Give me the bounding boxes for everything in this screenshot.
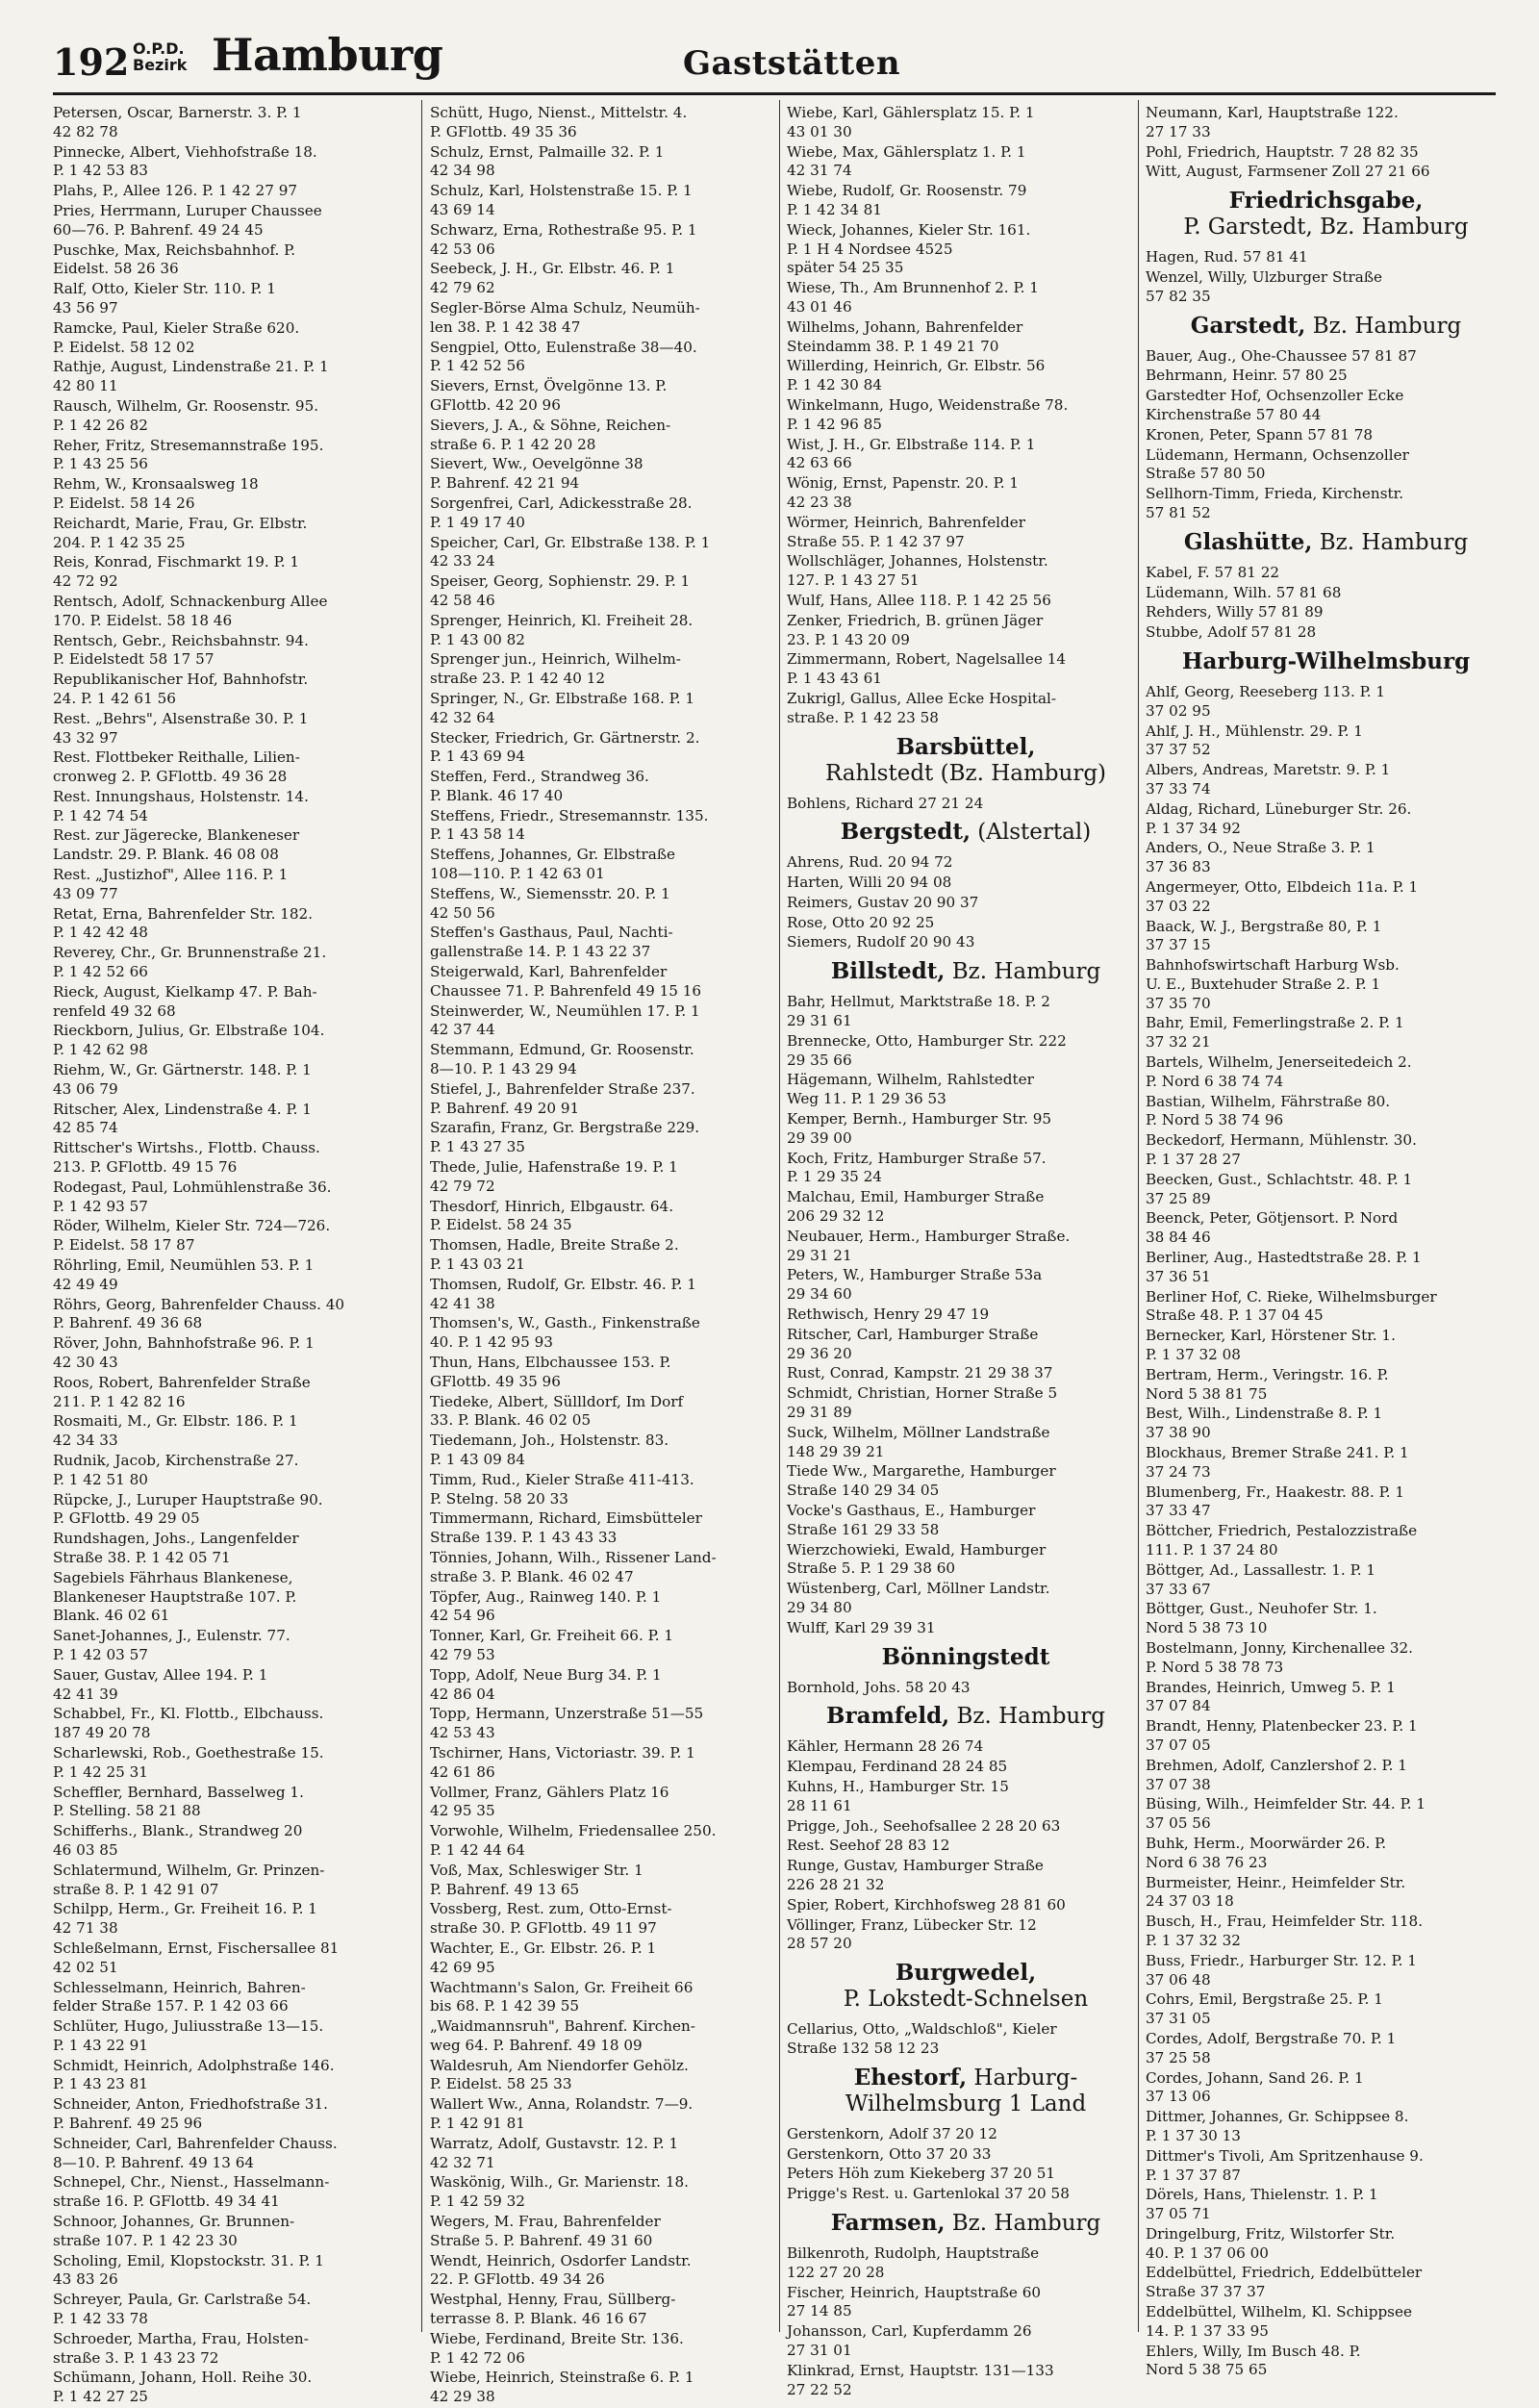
directory-entry: Schulz, Karl, Holstenstraße 15. P. 1 43 69 14 — [430, 182, 693, 218]
directory-entry: Schleßelmann, Ernst, Fischersallee 81 42 02 51 — [53, 1939, 340, 1976]
directory-entry: Vollmer, Franz, Gählers Platz 16 42 95 35 — [430, 1783, 669, 1820]
directory-entry: Ritscher, Carl, Hamburger Straße 29 36 20 — [787, 1325, 1039, 1362]
directory-entry: Rittscher's Wirtshs., Flottb. Chauss. 213. P. GFlottb. 49 15 76 — [53, 1139, 320, 1177]
locality-district: Bz. Hamburg — [1305, 313, 1462, 339]
city-title: Hamburg — [212, 29, 443, 81]
directory-entry: Wiebe, Rudolf, Gr. Roosenstr. 79 P. 1 42 34 81 — [787, 182, 1027, 218]
directory-entry: Steffens, W., Siemensstr. 20. P. 1 42 50 56 — [430, 884, 670, 922]
directory-entry: Schilpp, Herm., Gr. Freiheit 16. P. 1 42 71 38 — [53, 1900, 317, 1938]
column-3 — [787, 104, 1145, 2400]
directory-entry: Klinkrad, Ernst, Hauptstr. 131—133 27 22 52 — [787, 2361, 1054, 2398]
directory-entry: Malchau, Emil, Hamburger Straße 206 29 32 12 — [787, 1188, 1045, 1226]
locality-name: Bergstedt, — [840, 819, 971, 846]
locality-heading — [1146, 648, 1506, 675]
directory-entry: Sievers, J. A., & Söhne, Reichen- straße 6. P. 1 42 20 28 — [430, 416, 671, 453]
directory-entry: Schlüter, Hugo, Juliusstraße 13—15. P. 1 43 22 91 — [53, 2017, 324, 2054]
directory-entry: Blockhaus, Bremer Straße 241. P. 1 37 24 73 — [1146, 1444, 1409, 1481]
directory-entry: Wieck, Johannes, Kieler Str. 161. P. 1 H 4 Nordsee 4525 später 54 25 35 — [787, 220, 1031, 277]
directory-entry: Sorgenfrei, Carl, Adickesstraße 28. P. 1 49 17 40 — [430, 494, 693, 531]
directory-entry: Beenck, Peter, Götjensort. P. Nord 38 84 46 — [1146, 1209, 1399, 1247]
directory-entry: Bernecker, Karl, Hörstener Str. 1. P. 1 37 32 08 — [1146, 1327, 1396, 1364]
column-1 — [53, 104, 411, 2408]
locality-name: Billstedt, — [830, 958, 946, 985]
locality-heading — [1146, 313, 1506, 340]
directory-entry: Schnepel, Chr., Nienst., Hasselmann- straße 16. P. GFlottb. 49 34 41 — [53, 2173, 330, 2211]
locality-heading — [787, 1703, 1145, 1730]
directory-entry: Tönnies, Johann, Wilh., Rissener Land- straße 3. P. Blank. 46 02 47 — [430, 1548, 717, 1585]
directory-entry: Neumann, Karl, Hauptstraße 122. 27 17 33 — [1146, 104, 1399, 140]
directory-entry: Steffen's Gasthaus, Paul, Nachti- gallenstraße 14. P. 1 43 22 37 — [430, 924, 673, 961]
bezirk-label: Bezirk — [133, 56, 188, 74]
directory-entry: Schneider, Carl, Bahrenfelder Chauss. 8—10. P. Bahrenf. 49 13 64 — [53, 2134, 338, 2171]
directory-entry: Steigerwald, Karl, Bahrenfelder Chaussee 71. P. Bahrenfeld 49 15 16 — [430, 963, 702, 1000]
directory-entry: Töpfer, Aug., Rainweg 140. P. 1 42 54 96 — [430, 1587, 662, 1625]
directory-entry: Völlinger, Franz, Lübecker Str. 12 28 57 20 — [787, 1915, 1037, 1953]
directory-entry: Seebeck, J. H., Gr. Elbstr. 46. P. 1 42 79 62 — [430, 260, 675, 297]
directory-entry: Rest. „Justizhof", Allee 116. P. 1 43 09 77 — [53, 866, 289, 902]
directory-entry: Wulff, Karl 29 39 31 — [787, 1618, 936, 1636]
directory-entry: Voß, Max, Schleswiger Str. 1 P. Bahrenf. 49 13 65 — [430, 1861, 643, 1898]
directory-entry: Harten, Willi 20 94 08 — [787, 874, 952, 892]
directory-entry: „Waidmannsruh", Bahrenf. Kirchen- weg 64. P. Bahrenf. 49 18 09 — [430, 2017, 695, 2054]
directory-entry: Rentsch, Gebr., Reichsbahnstr. 94. P. Eidelstedt 58 17 57 — [53, 631, 309, 669]
directory-entry: Burmeister, Heinr., Heimfelder Str. 24 37 03 18 — [1146, 1873, 1406, 1911]
directory-entry: Thomsen's, W., Gasth., Finkenstraße 40. P. 1 42 95 93 — [430, 1314, 700, 1352]
directory-entry: Tiedemann, Joh., Holstenstr. 83. P. 1 43 09 84 — [430, 1432, 669, 1468]
locality-name: Harburg-Wilhelmsburg — [1181, 647, 1471, 674]
directory-entry: Speicher, Carl, Gr. Elbstraße 138. P. 1 42 33 24 — [430, 533, 711, 570]
directory-entry: Thun, Hans, Elbchaussee 153. P. GFlottb. 49 35 96 — [430, 1354, 671, 1390]
directory-entry: Wachter, E., Gr. Elbstr. 26. P. 1 42 69 95 — [430, 1939, 657, 1976]
directory-entry: Wiese, Th., Am Brunnenhof 2. P. 1 43 01 46 — [787, 279, 1039, 316]
directory-entry: Bastian, Wilhelm, Fährstraße 80. P. Nord 5 38 74 96 — [1146, 1092, 1391, 1129]
locality-name: Burgwedel, — [895, 1960, 1037, 1987]
directory-entry: Johansson, Carl, Kupferdamm 26 27 31 01 — [787, 2322, 1032, 2359]
directory-entry: Ahrens, Rud. 20 94 72 — [787, 853, 953, 872]
directory-entry: Albers, Andreas, Maretstr. 9. P. 1 37 33 74 — [1146, 761, 1391, 798]
directory-entry: Rüpcke, J., Luruper Hauptstraße 90. P. GFlottb. 49 29 05 — [53, 1490, 323, 1528]
directory-entry: Sauer, Gustav, Allee 194. P. 1 42 41 39 — [53, 1665, 268, 1703]
directory-entry: Sprenger, Heinrich, Kl. Freiheit 28. P. 1 43 00 82 — [430, 611, 694, 648]
directory-entry: Roos, Robert, Bahrenfelder Straße 211. P. 1 42 82 16 — [53, 1373, 311, 1410]
directory-entry: Schümann, Johann, Holl. Reihe 30. P. 1 42 27 25 — [53, 2369, 313, 2406]
directory-entry: Wierzchowieki, Ewald, Hamburger Straße 5. P. 1 29 38 60 — [787, 1540, 1047, 1578]
locality-district: (Alstertal) — [971, 820, 1092, 846]
locality-district: Bz. Hamburg — [945, 959, 1101, 985]
directory-entry: Scheffler, Bernhard, Basselweg 1. P. Stelling. 58 21 88 — [53, 1783, 304, 1820]
directory-entry: Busch, H., Frau, Heimfelder Str. 118. P. 1 37 32 32 — [1146, 1913, 1424, 1949]
directory-entry: Bohlens, Richard 27 21 24 — [787, 794, 984, 812]
directory-entry: Thomsen, Hadle, Breite Straße 2. P. 1 43 03 21 — [430, 1236, 679, 1274]
directory-entry: Hägemann, Wilhelm, Rahlstedter Weg 11. P. 1 29 36 53 — [787, 1071, 1034, 1108]
locality-district: Bz. Hamburg — [949, 1704, 1105, 1730]
directory-entry: Pries, Herrmann, Luruper Chaussee 60—76. P. Bahrenf. 49 24 45 — [53, 201, 322, 239]
directory-entry: Lüdemann, Hermann, Ochsenzoller Straße 57 80 50 — [1146, 445, 1409, 483]
directory-entry: Schulz, Ernst, Palmaille 32. P. 1 42 34 98 — [430, 142, 665, 180]
locality-name: Garstedt, — [1190, 312, 1306, 339]
directory-entry: Schabbel, Fr., Kl. Flottb., Elbchauss. 187 49 20 78 — [53, 1705, 324, 1742]
locality-heading — [787, 958, 1145, 985]
directory-entry: Klempau, Ferdinand 28 24 85 — [787, 1758, 1008, 1776]
directory-entry: Kuhns, H., Hamburger Str. 15 28 11 61 — [787, 1777, 1009, 1814]
directory-entry: Rieckborn, Julius, Gr. Elbstraße 104. P. 1 42 62 98 — [53, 1022, 325, 1059]
directory-entry: Willerding, Heinrich, Gr. Elbstr. 56 P. 1 42 30 84 — [787, 357, 1046, 394]
locality-district: P. Lokstedt-Schnelsen — [843, 1987, 1089, 2013]
directory-entry: Sanet-Johannes, J., Eulenstr. 77. P. 1 42 03 57 — [53, 1627, 290, 1663]
directory-entry: Rathje, August, Lindenstraße 21. P. 1 42 80 11 — [53, 358, 329, 395]
locality-district: Bz. Hamburg — [1312, 529, 1469, 555]
directory-entry: Rust, Conrad, Kampstr. 21 29 38 37 — [787, 1364, 1053, 1382]
directory-entry: Wönig, Ernst, Papenstr. 20. P. 1 42 23 38 — [787, 474, 1020, 511]
directory-entry: Wörmer, Heinrich, Bahrenfelder Straße 55. P. 1 42 37 97 — [787, 513, 1026, 550]
directory-entry: Röhrs, Georg, Bahrenfelder Chauss. 40 P. Bahrenf. 49 36 68 — [53, 1295, 345, 1332]
directory-entry: Rethwisch, Henry 29 47 19 — [787, 1305, 990, 1324]
locality-heading — [787, 734, 1145, 787]
directory-entry: Scholing, Emil, Klopstockstr. 31. P. 1 43 83 26 — [53, 2251, 324, 2289]
locality-heading — [787, 1644, 1145, 1671]
directory-entry: Aldag, Richard, Lüneburger Str. 26. P. 1 37 34 92 — [1146, 799, 1412, 837]
directory-entry: Beckedorf, Hermann, Mühlenstr. 30. P. 1 37 28 27 — [1146, 1131, 1417, 1169]
directory-entry: Bertram, Herm., Veringstr. 16. P. Nord 5 38 81 75 — [1146, 1365, 1389, 1403]
directory-entry: Dittmer's Tivoli, Am Spritzenhause 9. P. 1 37 37 87 — [1146, 2146, 1424, 2184]
directory-entry: Neubauer, Herm., Hamburger Straße. 29 31 21 — [787, 1227, 1071, 1264]
directory-entry: Ehlers, Willy, Im Busch 48. P. Nord 5 38 75 65 — [1146, 2342, 1361, 2379]
directory-entry: Vossberg, Rest. zum, Otto-Ernst- straße 30. P. GFlottb. 49 11 97 — [430, 1900, 672, 1938]
directory-entry: Rest. Flottbeker Reithalle, Lilien- cronweg 2. P. GFlottb. 49 36 28 — [53, 748, 300, 786]
directory-entry: Schnoor, Johannes, Gr. Brunnen- straße 107. P. 1 42 23 30 — [53, 2213, 295, 2249]
directory-entry: Schreyer, Paula, Gr. Carlstraße 54. P. 1 42 33 78 — [53, 2291, 312, 2328]
directory-entry: Angermeyer, Otto, Elbdeich 11a. P. 1 37 03 22 — [1146, 877, 1419, 915]
page-header — [53, 27, 1496, 96]
directory-entry: Blumenberg, Fr., Haakestr. 88. P. 1 37 33 47 — [1146, 1483, 1405, 1520]
directory-entry: Sengpiel, Otto, Eulenstraße 38—40. P. 1 42 52 56 — [430, 338, 697, 375]
directory-entry: Vocke's Gasthaus, E., Hamburger Straße 161 29 33 58 — [787, 1502, 1036, 1538]
directory-entry: Scharlewski, Rob., Goethestraße 15. P. 1 42 25 31 — [53, 1743, 324, 1781]
directory-entry: Rest. Innungshaus, Holstenstr. 14. P. 1 42 74 54 — [53, 787, 309, 824]
directory-entry: Puschke, Max, Reichsbahnhof. P. Eidelst. 58 26 36 — [53, 241, 296, 278]
directory-entry: Sievert, Ww., Oevelgönne 38 P. Bahrenf. 42 21 94 — [430, 455, 643, 493]
directory-entry: Bornhold, Johs. 58 20 43 — [787, 1678, 971, 1696]
directory-entry: Ramcke, Paul, Kieler Straße 620. P. Eidelst. 58 12 02 — [53, 318, 300, 356]
directory-entry: Republikanischer Hof, Bahnhofstr. 24. P. 1 42 61 56 — [53, 671, 309, 707]
directory-entry: Brandt, Henny, Platenbecker 23. P. 1 37 07 05 — [1146, 1717, 1418, 1754]
directory-entry: Behrmann, Heinr. 57 80 25 — [1146, 367, 1348, 385]
directory-entry: Peters, W., Hamburger Straße 53a 29 34 60 — [787, 1266, 1043, 1304]
directory-entry: Wiebe, Heinrich, Steinstraße 6. P. 1 42 29 38 — [430, 2369, 694, 2406]
directory-entry: Fischer, Heinrich, Hauptstraße 60 27 14 85 — [787, 2283, 1042, 2320]
locality-district: Bz. Hamburg — [945, 2210, 1101, 2236]
directory-entry: Bahr, Emil, Femerlingstraße 2. P. 1 37 32 21 — [1146, 1014, 1404, 1052]
directory-entry: Eddelbüttel, Friedrich, Eddelbütteler Straße 37 37 37 — [1146, 2264, 1423, 2301]
directory-entry: Rudnik, Jacob, Kirchenstraße 27. P. 1 42 51 80 — [53, 1451, 299, 1488]
directory-entry: Schmidt, Christian, Horner Straße 5 29 31 89 — [787, 1384, 1058, 1422]
directory-entry: Wilhelms, Johann, Bahrenfelder Steindamm 38. P. 1 49 21 70 — [787, 317, 1023, 355]
directory-entry: Wulf, Hans, Allee 118. P. 1 42 25 56 — [787, 591, 1051, 609]
locality-name: Bönningstedt — [881, 1643, 1050, 1670]
directory-entry: Zukrigl, Gallus, Allee Ecke Hospital- straße. P. 1 42 23 58 — [787, 689, 1057, 726]
directory-entry: Hagen, Rud. 57 81 41 — [1146, 248, 1308, 266]
directory-entry: Gerstenkorn, Adolf 37 20 12 — [787, 2124, 997, 2142]
directory-entry: Röver, John, Bahnhofstraße 96. P. 1 42 30 43 — [53, 1334, 315, 1371]
directory-entry: Thesdorf, Hinrich, Elbgaustr. 64. P. Eidelst. 58 24 35 — [430, 1197, 674, 1234]
directory-entry: Cordes, Johann, Sand 26. P. 1 37 13 06 — [1146, 2068, 1364, 2106]
column-2 — [430, 104, 788, 2408]
directory-entry: Plahs, P., Allee 126. P. 1 42 27 97 — [53, 182, 298, 200]
directory-entry: Rest. „Behrs", Alsenstraße 30. P. 1 43 32 97 — [53, 709, 309, 747]
directory-entry: Eddelbüttel, Wilhelm, Kl. Schippsee 14. P. 1 37 33 95 — [1146, 2303, 1412, 2340]
opd-label: O.P.D. — [133, 39, 185, 58]
directory-entry: Bahnhofswirtschaft Harburg Wsb. U. E., Buxtehuder Straße 2. P. 1 37 35 70 — [1146, 956, 1400, 1012]
directory-entry: Timmermann, Richard, Eimsbütteler Straße 139. P. 1 43 43 33 — [430, 1509, 702, 1547]
directory-entry: Wiebe, Ferdinand, Breite Str. 136. P. 1 42 72 06 — [430, 2329, 684, 2367]
directory-entry: Sprenger jun., Heinrich, Wilhelm- straße 23. P. 1 42 40 12 — [430, 650, 681, 688]
directory-entry: Witt, August, Farmsener Zoll 27 21 66 — [1146, 163, 1430, 181]
directory-entry: Gerstenkorn, Otto 37 20 33 — [787, 2144, 992, 2163]
directory-entry: Reichardt, Marie, Frau, Gr. Elbstr. 204. P. 1 42 35 25 — [53, 514, 308, 551]
directory-entry: Böttcher, Friedrich, Pestalozzistraße 111. P. 1 37 24 80 — [1146, 1522, 1418, 1559]
directory-entry: Schmidt, Heinrich, Adolphstraße 146. P. 1 43 23 81 — [53, 2056, 335, 2093]
locality-name: Bramfeld, — [826, 1703, 950, 1730]
directory-entry: Spier, Robert, Kirchhofsweg 28 81 60 — [787, 1895, 1066, 1914]
directory-entry: Rehm, W., Kronsaalsweg 18 P. Eidelst. 58 14 26 — [53, 475, 259, 512]
directory-entry: Dörels, Hans, Thielenstr. 1. P. 1 37 05 71 — [1146, 2186, 1378, 2223]
directory-entry: Wendt, Heinrich, Osdorfer Landstr. 22. P. GFlottb. 49 34 26 — [430, 2251, 692, 2289]
directory-entry: Tschirner, Hans, Victoriastr. 39. P. 1 42 61 86 — [430, 1743, 695, 1781]
directory-entry: Wist, J. H., Gr. Elbstraße 114. P. 1 42 63 66 — [787, 435, 1036, 472]
directory-entry: Garstedter Hof, Ochsenzoller Ecke Kirchenstraße 57 80 44 — [1146, 387, 1404, 423]
locality-name: Farmsen, — [830, 2209, 946, 2236]
directory-entry: Dittmer, Johannes, Gr. Schippsee 8. P. 1 37 30 13 — [1146, 2108, 1409, 2144]
directory-entry: Kronen, Peter, Spann 57 81 78 — [1146, 425, 1374, 444]
directory-entry: Schütt, Hugo, Nienst., Mittelstr. 4. P. GFlottb. 49 35 36 — [430, 104, 688, 140]
directory-entry: Buss, Friedr., Harburger Str. 12. P. 1 37 06 48 — [1146, 1951, 1417, 1989]
directory-entry: Baack, W. J., Bergstraße 80, P. 1 37 37 15 — [1146, 917, 1382, 954]
directory-entry: Sievers, Ernst, Övelgönne 13. P. GFlottb. 42 20 96 — [430, 377, 668, 414]
directory-entry: Steffens, Friedr., Stresemannstr. 135. P. 1 43 58 14 — [430, 806, 709, 844]
directory-entry: Brennecke, Otto, Hamburger Str. 222 29 35 66 — [787, 1031, 1067, 1069]
directory-entry: Rodegast, Paul, Lohmühlenstraße 36. P. 1 42 93 57 — [53, 1178, 332, 1215]
locality-district: Rahlstedt (Bz. Hamburg) — [824, 760, 1107, 786]
directory-entry: Röder, Wilhelm, Kieler Str. 724—726. P. Eidelst. 58 17 87 — [53, 1217, 331, 1255]
directory-entry: Topp, Adolf, Neue Burg 34. P. 1 42 86 04 — [430, 1665, 662, 1703]
directory-entry: Tonner, Karl, Gr. Freiheit 66. P. 1 42 79 53 — [430, 1627, 674, 1663]
directory-entry: Rosmaiti, M., Gr. Elbstr. 186. P. 1 42 34 33 — [53, 1412, 298, 1450]
locality-heading — [1146, 188, 1506, 241]
directory-entry: Rest. Seehof 28 83 12 — [787, 1837, 950, 1855]
directory-entry: Reimers, Gustav 20 90 37 — [787, 893, 979, 911]
section-title: Gaststätten — [683, 44, 901, 83]
directory-entry: Wollschläger, Johannes, Holstenstr. 127. P. 1 43 27 51 — [787, 552, 1048, 590]
directory-entry: Kähler, Hermann 28 26 74 — [787, 1737, 984, 1756]
postal-district-label — [133, 40, 187, 73]
directory-entry: Reis, Konrad, Fischmarkt 19. P. 1 42 72 92 — [53, 553, 300, 591]
directory-entry: Springer, N., Gr. Elbstraße 168. P. 1 42 32 64 — [430, 689, 695, 726]
directory-entry: Segler-Börse Alma Schulz, Neumüh- len 38. P. 1 42 38 47 — [430, 298, 700, 336]
directory-entry: Schifferhs., Blank., Strandweg 20 46 03 85 — [53, 1822, 303, 1859]
directory-entry: Röhrling, Emil, Neumühlen 53. P. 1 42 49 49 — [53, 1256, 315, 1293]
directory-entry: Anders, O., Neue Straße 3. P. 1 37 36 83 — [1146, 839, 1375, 876]
directory-entry: Wegers, M. Frau, Bahrenfelder Straße 5. P. Bahrenf. 49 31 60 — [430, 2213, 661, 2249]
directory-entry: Wüstenberg, Carl, Möllner Landstr. 29 34 80 — [787, 1580, 1050, 1616]
directory-entry: Tiede Ww., Margarethe, Hamburger Straße 140 29 34 05 — [787, 1462, 1056, 1500]
directory-entry: Buhk, Herm., Moorwärder 26. P. Nord 6 38 76 23 — [1146, 1834, 1387, 1871]
directory-entry: Bostelmann, Jonny, Kirchenallee 32. P. Nord 5 38 78 73 — [1146, 1638, 1413, 1676]
directory-entry: Topp, Hermann, Unzerstraße 51—55 42 53 43 — [430, 1705, 704, 1742]
column-4 — [1146, 104, 1506, 2381]
directory-entry: Brandes, Heinrich, Umweg 5. P. 1 37 07 84 — [1146, 1678, 1396, 1715]
directory-entry: Szarafin, Franz, Gr. Bergstraße 229. P. 1 43 27 35 — [430, 1119, 700, 1156]
header-rule — [53, 92, 1496, 95]
column-divider — [421, 100, 422, 2332]
directory-entry: Schlesselmann, Heinrich, Bahren- felder Straße 157. P. 1 42 03 66 — [53, 1978, 306, 2015]
directory-entry: Bilkenroth, Rudolph, Hauptstraße 122 27 20 28 — [787, 2243, 1040, 2281]
directory-entry: Retat, Erna, Bahrenfelder Str. 182. P. 1 42 42 48 — [53, 904, 314, 942]
directory-entry: Ritscher, Alex, Lindenstraße 4. P. 1 42 85 74 — [53, 1100, 312, 1137]
directory-entry: Winkelmann, Hugo, Weidenstraße 78. P. 1 42 96 85 — [787, 395, 1069, 433]
locality-heading — [787, 2065, 1145, 2117]
directory-entry: Cellarius, Otto, „Waldschloß", Kieler Straße 132 58 12 23 — [787, 2020, 1057, 2057]
directory-entry: Bauer, Aug., Ohe-Chaussee 57 81 87 — [1146, 346, 1417, 365]
directory-entry: Pohl, Friedrich, Hauptstr. 7 28 82 35 — [1146, 142, 1419, 161]
directory-entry: Dringelburg, Fritz, Wilstorfer Str. 40. P. 1 37 06 00 — [1146, 2224, 1396, 2262]
directory-entry: Schneider, Anton, Friedhofstraße 31. P. Bahrenf. 49 25 96 — [53, 2095, 328, 2133]
directory-entry: Prigge, Joh., Seehofsallee 2 28 20 63 — [787, 1816, 1061, 1835]
directory-entry: Beecken, Gust., Schlachtstr. 48. P. 1 37 25 89 — [1146, 1170, 1413, 1207]
directory-entry: Koch, Fritz, Hamburger Straße 57. P. 1 29 35 24 — [787, 1149, 1047, 1186]
directory-entry: Suck, Wilhelm, Möllner Landstraße 148 29 39 21 — [787, 1423, 1050, 1460]
directory-entry: Stiefel, J., Bahrenfelder Straße 237. P. Bahrenf. 49 20 91 — [430, 1079, 695, 1117]
directory-entry: Ahlf, J. H., Mühlenstr. 29. P. 1 37 37 52 — [1146, 722, 1363, 759]
directory-entry: Runge, Gustav, Hamburger Straße 226 28 21 32 — [787, 1857, 1044, 1893]
locality-district: Harburg- Wilhelmsburg 1 Land — [845, 2065, 1087, 2117]
directory-entry: Bartels, Wilhelm, Jenerseitedeich 2. P. Nord 6 38 74 74 — [1146, 1053, 1412, 1090]
directory-entry: Thede, Julie, Hafenstraße 19. P. 1 42 79 72 — [430, 1158, 678, 1195]
directory-entry: Wenzel, Willy, Ulzburger Straße 57 82 35 — [1146, 267, 1382, 305]
directory-entry: Tiedeke, Albert, Süllldorf, Im Dorf 33. P. Blank. 46 02 05 — [430, 1392, 684, 1430]
locality-heading — [787, 819, 1145, 846]
locality-heading — [1146, 529, 1506, 556]
directory-entry: Cordes, Adolf, Bergstraße 70. P. 1 37 25 58 — [1146, 2029, 1397, 2066]
directory-entry: Steffen, Ferd., Strandweg 36. P. Blank. 46 17 40 — [430, 768, 649, 804]
directory-entry: Waldesruh, Am Niendorfer Gehölz. P. Eidelst. 58 25 33 — [430, 2056, 689, 2093]
directory-entry: Westphal, Henny, Frau, Süllberg- terrasse 8. P. Blank. 46 16 67 — [430, 2291, 676, 2328]
directory-entry: Rest. zur Jägerecke, Blankeneser Landstr. 29. P. Blank. 46 08 08 — [53, 826, 300, 864]
directory-entry: Ahlf, Georg, Reeseberg 113. P. 1 37 02 95 — [1146, 682, 1386, 720]
directory-entry: Berliner, Aug., Hastedtstraße 28. P. 1 37 36 51 — [1146, 1249, 1422, 1285]
directory-entry: Siemers, Rudolf 20 90 43 — [787, 933, 975, 951]
directory-entry: Schroeder, Martha, Frau, Holsten- straße 3. P. 1 43 23 72 — [53, 2329, 309, 2367]
directory-entry: Rehders, Willy 57 81 89 — [1146, 603, 1324, 621]
directory-entry: Wachtmann's Salon, Gr. Freiheit 66 bis 68. P. 1 42 39 55 — [430, 1978, 694, 2015]
directory-entry: Vorwohle, Wilhelm, Friedensallee 250. P. 1 42 44 64 — [430, 1822, 717, 1859]
directory-entry: Steinwerder, W., Neumühlen 17. P. 1 42 37 44 — [430, 1001, 700, 1039]
page-number: 192 — [53, 40, 130, 84]
directory-entry: Zimmermann, Robert, Nagelsallee 14 P. 1 43 43 61 — [787, 650, 1067, 688]
directory-entry: Büsing, Wilh., Heimfelder Str. 44. P. 1 37 05 56 — [1146, 1795, 1426, 1833]
locality-name: Friedrichsgabe, — [1228, 188, 1424, 215]
directory-entry: Schlatermund, Wilhelm, Gr. Prinzen- straße 8. P. 1 42 91 07 — [53, 1861, 325, 1898]
directory-entry: Rieck, August, Kielkamp 47. P. Bah- renfeld 49 32 68 — [53, 982, 317, 1020]
directory-entry: Böttger, Ad., Lassallestr. 1. P. 1 37 33 67 — [1146, 1560, 1376, 1598]
locality-name: Barsbüttel, — [896, 733, 1036, 760]
directory-entry: Ralf, Otto, Kieler Str. 110. P. 1 43 56 97 — [53, 280, 276, 317]
directory-entry: Rundshagen, Johs., Langenfelder Straße 38. P. 1 42 05 71 — [53, 1530, 299, 1566]
directory-entry: Schwarz, Erna, Rothestraße 95. P. 1 42 53 06 — [430, 220, 697, 258]
directory-entry: Berliner Hof, C. Rieke, Wilhelmsburger Straße 48. P. 1 37 04 45 — [1146, 1287, 1437, 1325]
directory-entry: Kabel, F. 57 81 22 — [1146, 563, 1280, 581]
directory-entry: Wiebe, Max, Gählersplatz 1. P. 1 42 31 74 — [787, 142, 1026, 180]
directory-entry: Stecker, Friedrich, Gr. Gärtnerstr. 2. P. 1 43 69 94 — [430, 728, 700, 766]
locality-name: Glashütte, — [1183, 528, 1313, 555]
locality-heading — [787, 2210, 1145, 2237]
directory-entry: Peters Höh zum Kiekeberg 37 20 51 — [787, 2165, 1056, 2183]
directory-entry: Reher, Fritz, Stresemannstraße 195. P. 1 43 25 56 — [53, 436, 324, 473]
directory-entry: Waskönig, Wilh., Gr. Marienstr. 18. P. 1 42 59 32 — [430, 2173, 689, 2211]
directory-entry: Brehmen, Adolf, Canzlershof 2. P. 1 37 07 38 — [1146, 1756, 1407, 1793]
directory-entry: Sagebiels Fährhaus Blankenese, Blankeneser Hauptstraße 107. P. Blank. 46 02 61 — [53, 1568, 297, 1625]
locality-heading — [787, 1960, 1145, 2013]
directory-entry: Pinnecke, Albert, Viehhofstraße 18. P. 1 42 53 83 — [53, 142, 317, 180]
directory-entry: Wallert Ww., Anna, Rolandstr. 7—9. P. 1 42 91 81 — [430, 2095, 694, 2133]
directory-entry: Petersen, Oscar, Barnerstr. 3. P. 1 42 82 78 — [53, 104, 302, 140]
directory-entry: Lüdemann, Wilh. 57 81 68 — [1146, 583, 1342, 601]
directory-entry: Sellhorn-Timm, Frieda, Kirchenstr. 57 81 52 — [1146, 485, 1404, 521]
directory-entry: Wiebe, Karl, Gählersplatz 15. P. 1 43 01 30 — [787, 104, 1035, 140]
directory-entry: Zenker, Friedrich, B. grünen Jäger 23. P. 1 43 20 09 — [787, 611, 1044, 648]
directory-entry: Stubbe, Adolf 57 81 28 — [1146, 623, 1317, 642]
directory-entry: Kemper, Bernh., Hamburger Str. 95 29 39 00 — [787, 1110, 1052, 1147]
directory-entry: Best, Wilh., Lindenstraße 8. P. 1 37 38 90 — [1146, 1405, 1383, 1442]
locality-name: Ehestorf, — [853, 2064, 968, 2091]
directory-entry: Stemmann, Edmund, Gr. Roosenstr. 8—10. P. 1 43 29 94 — [430, 1041, 694, 1078]
directory-entry: Rose, Otto 20 92 25 — [787, 913, 935, 931]
directory-entry: Prigge's Rest. u. Gartenlokal 37 20 58 — [787, 2185, 1070, 2203]
directory-entry: Warratz, Adolf, Gustavstr. 12. P. 1 42 32 71 — [430, 2134, 679, 2171]
directory-entry: Cohrs, Emil, Bergstraße 25. P. 1 37 31 05 — [1146, 1990, 1383, 2028]
directory-entry: Bahr, Hellmut, Marktstraße 18. P. 2 29 31 61 — [787, 993, 1050, 1030]
directory-entry: Rausch, Wilhelm, Gr. Roosenstr. 95. P. 1 42 26 82 — [53, 396, 319, 434]
directory-entry: Steffens, Johannes, Gr. Elbstraße 108—110. P. 1 42 63 01 — [430, 846, 675, 883]
directory-entry: Timm, Rud., Kieler Straße 411-413. P. Stelng. 58 20 33 — [430, 1470, 694, 1508]
directory-entry: Reverey, Chr., Gr. Brunnenstraße 21. P. 1 42 52 66 — [53, 944, 327, 981]
directory-entry: Thomsen, Rudolf, Gr. Elbstr. 46. P. 1 42 41 38 — [430, 1275, 696, 1312]
directory-entry: Böttger, Gust., Neuhofer Str. 1. Nord 5 38 73 10 — [1146, 1600, 1377, 1637]
directory-entry: Riehm, W., Gr. Gärtnerstr. 148. P. 1 43 06 79 — [53, 1061, 312, 1098]
locality-district: P. Garstedt, Bz. Hamburg — [1183, 215, 1469, 241]
directory-entry: Rentsch, Adolf, Schnackenburg Allee 170. P. Eidelst. 58 18 46 — [53, 592, 328, 629]
directory-entry: Speiser, Georg, Sophienstr. 29. P. 1 42 58 46 — [430, 572, 691, 609]
